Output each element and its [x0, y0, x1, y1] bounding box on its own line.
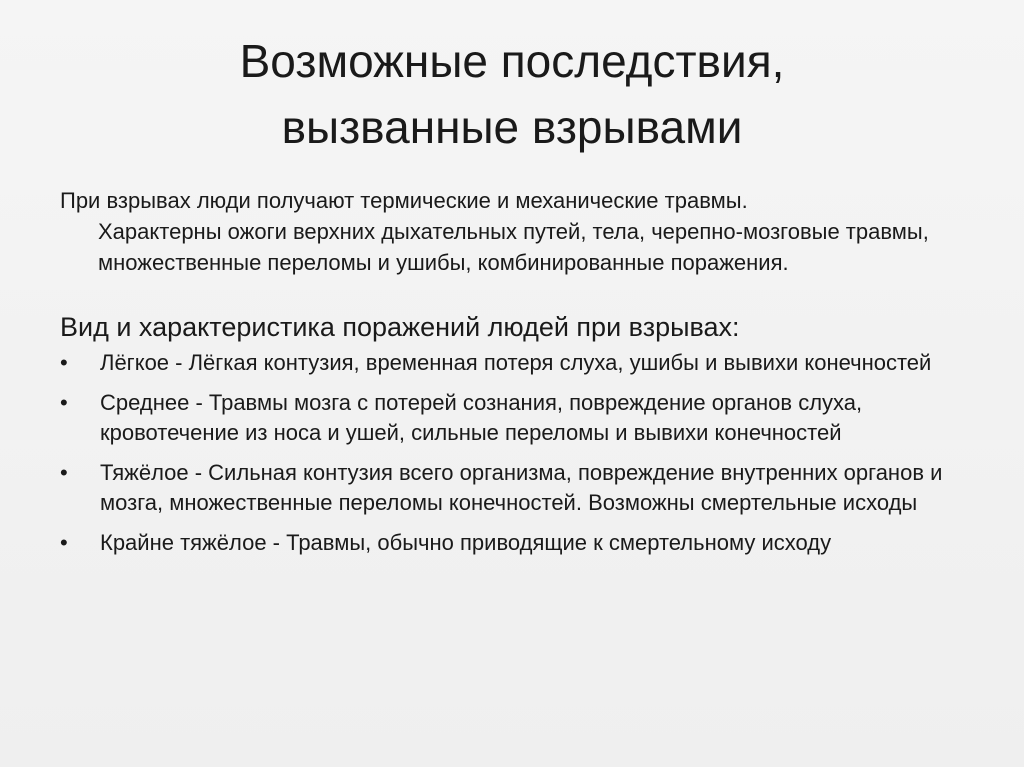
- bullet-icon: •: [60, 530, 68, 555]
- title-line-2: вызванные взрывами: [281, 101, 743, 153]
- bullet-icon: •: [60, 350, 68, 375]
- list-item: [60, 458, 960, 518]
- intro-first-line: При взрывах люди получают термические и механические травмы.: [60, 188, 748, 213]
- slide-title: [0, 28, 1024, 160]
- list-item-text: Среднее - Травмы мозга с потерей сознания, повреждение органов слуха, кровотечение из носа и ушей, сильные переломы и вывихи конечностей: [100, 390, 863, 445]
- list-item-text: Тяжёлое - Сильная контузия всего организма, повреждение внутренних органов и мозга, множественные переломы конечностей. Возможны смертельные исходы: [100, 460, 943, 515]
- list-item-text: Лёгкое - Лёгкая контузия, временная потеря слуха, ушибы и вывихи конечностей: [100, 350, 932, 375]
- injury-types-heading: Вид и характеристика поражений людей при взрывах:: [60, 312, 740, 342]
- list-item: [60, 528, 960, 558]
- list-item: [60, 388, 960, 448]
- injury-list: [60, 348, 960, 568]
- intro-continuation: Характерны ожоги верхних дыхательных путей, тела, черепно-мозговые травмы, множественные переломы и ушибы, комбинированные поражения.: [98, 219, 929, 275]
- bullet-icon: •: [60, 390, 68, 415]
- title-line-1: Возможные последствия,: [239, 35, 785, 87]
- intro-paragraph: [60, 185, 940, 278]
- list-item: [60, 348, 960, 378]
- bullet-icon: •: [60, 460, 68, 485]
- list-item-text: Крайне тяжёлое - Травмы, обычно приводящие к смертельному исходу: [100, 530, 832, 555]
